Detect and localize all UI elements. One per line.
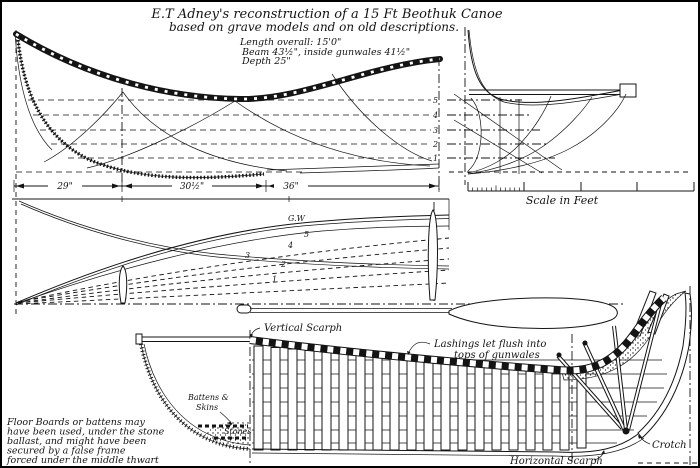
body-plan-sheer-outer <box>468 30 628 102</box>
plan-view <box>12 196 624 305</box>
spec-depth: Depth 25" <box>242 56 291 67</box>
plan-thwart-midship <box>428 210 437 300</box>
plan-label-gw: G.W <box>288 214 305 223</box>
note-line-2: have been used, under the stone <box>7 426 165 438</box>
crotch-label: Crotch <box>652 440 687 451</box>
plan-label-4: 4 <box>288 241 294 250</box>
hull-bottom-inner-line <box>300 168 439 173</box>
waterline-label-3: 3 <box>433 126 439 135</box>
note-line-1: Floor Boards or battens may <box>7 417 145 428</box>
lashings-label-1: Lashings let flush into <box>434 339 547 350</box>
dim-29: 29" <box>57 182 73 192</box>
body-plan-view <box>447 27 694 207</box>
note-line-4: secured by a false frame <box>7 445 126 457</box>
body-plan-waterlines <box>447 100 690 172</box>
paddle-grip <box>237 305 251 313</box>
gunwale-end-block <box>620 84 636 97</box>
plan-end-profile-inner <box>21 204 449 269</box>
waterline-label-5: 5 <box>433 96 439 105</box>
plan-sheer-inner <box>16 219 449 306</box>
plan-label-5: 5 <box>304 230 310 239</box>
plan-sheer-outer <box>16 215 449 303</box>
note-line-5: forced under the middle thwart <box>7 455 159 466</box>
sheet-subtitle: based on grave models and on old descriptions. <box>168 20 460 34</box>
dim-36: 36" <box>283 182 299 192</box>
stones-label: Stones <box>224 427 252 436</box>
title-block <box>150 7 502 34</box>
plan-label-1: 1 <box>272 275 278 284</box>
body-plan-sections <box>454 94 626 174</box>
waterline-label-4: 4 <box>433 111 439 120</box>
scale-bar <box>468 182 694 207</box>
spec-length: Length overall: 15'0" <box>240 37 342 48</box>
scale-label: Scale in Feet <box>525 194 599 207</box>
specs-block <box>239 37 410 67</box>
waterline-label-1: 1 <box>433 154 439 163</box>
note-block <box>6 417 165 466</box>
plan-thwart-forward <box>119 266 126 303</box>
spec-beam: Beam 43½", inside gunwales 41½" <box>242 47 411 58</box>
battens-label-1: Battens & <box>188 393 229 402</box>
lashings-leader <box>408 342 430 354</box>
profile-waterline-labels <box>432 96 438 163</box>
paddle-blade <box>449 298 617 329</box>
stem-serrated-edge <box>18 40 264 178</box>
battens-label-2: Skins <box>196 403 219 412</box>
horizontal-scarph-label: Horizontal Scarph <box>510 456 603 467</box>
vertical-scarph-leader <box>251 328 260 337</box>
lashings-label-2: tops of gunwales <box>454 350 540 361</box>
plan-label-3: 3 <box>245 251 251 260</box>
plan-waterlines <box>18 238 449 304</box>
sheet-title: E.T Adney's reconstruction of a 15 Ft Beothuk Canoe <box>151 7 503 22</box>
note-line-3: ballast, and might have been <box>7 436 147 447</box>
cross-section-view <box>136 330 252 464</box>
vertical-scarph-label: Vertical Scarph <box>264 323 343 334</box>
plan-line-labels <box>245 214 309 284</box>
profile-section-curves <box>44 74 432 171</box>
plan-label-2: 2 <box>281 260 287 269</box>
dim-30half: 30½" <box>179 182 205 192</box>
waterline-label-2: 2 <box>433 140 439 149</box>
profile-waterlines <box>16 100 431 172</box>
cross-section-gunwale-end <box>136 334 142 344</box>
dimension-line <box>14 180 439 192</box>
